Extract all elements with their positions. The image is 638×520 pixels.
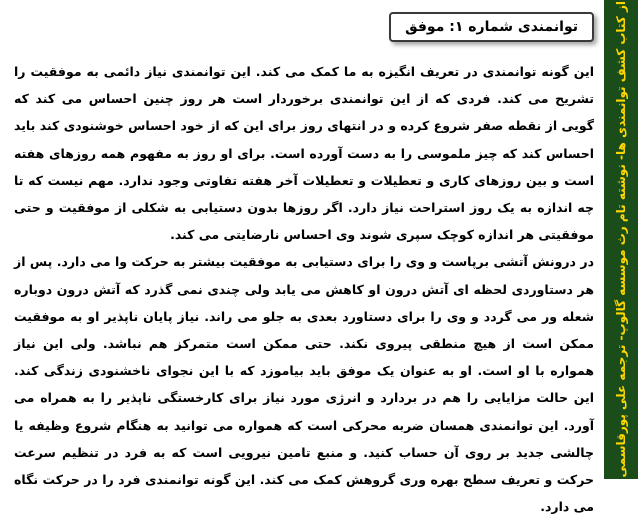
paragraph-1: این گونه توانمندی در تعریف انگیزه به ما کمک می کند. این توانمندی نیاز دائمی به موفقیت را تشریح می کند. فردی که از این توانمندی برخوردار است هر روز چنین احساس می کند که گویی از نقطه صفر شروع کرده و در انتهای روز برای این که از خود احساس خوشنودی کند باید احساس کند که چیز ملموسی را به دست آورده است. برای او روز به مفهوم همه روزهای هفته است و بین روزهای کاری و تعطیلات و تعطیلات آخر هفته تفاوتی وجود ندارد. مهم نیست که تا چه اندازه به یک روز استراحت نیاز دارد. اگر روزها بدون دستیابی به شکلی از موفقیت و حتی موفقیتی هر اندازه کوچک سپری شوند وی احساس نارضایتی می کند. xyxy=(14,64,594,243)
side-caption: از کتاب کشف توانمندی ها- نوشته تام رث موسسه گالوپ- ترجمه علی پورقاسمی xyxy=(614,1,628,478)
paragraph-2: در درونش آتشی برپاست و وی را برای دستیابی به موفقیت بیشتر به حرکت وا می دارد. پس از هر دستاوردی لحظه ای آتش درون او کاهش می یابد ولی چندی نمی گذرد که آتش درون دوباره شعله ور می گردد و وی را برای دستاورد بعدی به جلو می راند. نیاز پایان ناپذیر او به موفقیت ممکن است از هیچ منطقی پیروی نکند. حتی ممکن است متمرکز هم نباشد. ولی این نیاز همواره با او است. او به عنوان یک موفق باید بیاموزد که با این نجوای ناخشنودی زندگی کند. این حالت مزایایی را هم در بردارد و انرژی مورد نیاز برای کارخستگی ناپذیر را به همراه می آورد. این توانمندی همسان ضربه محرکی است که همواره می توانید به هنگام شروع وظیفه یا چالشی جدید بر روی آن حساب کنید. و منبع تامین نیرویی است که به فرد در تنظیم سرعت حرکت و تعریف سطح بهره وری گروهش کمک می کند. این گونه توانمندی فرد را در حرکت نگاه می دارد. xyxy=(14,254,594,515)
side-caption-container xyxy=(604,0,638,479)
page-title: توانمندی شماره ۱: موفق xyxy=(389,12,594,42)
body-text xyxy=(14,58,594,520)
